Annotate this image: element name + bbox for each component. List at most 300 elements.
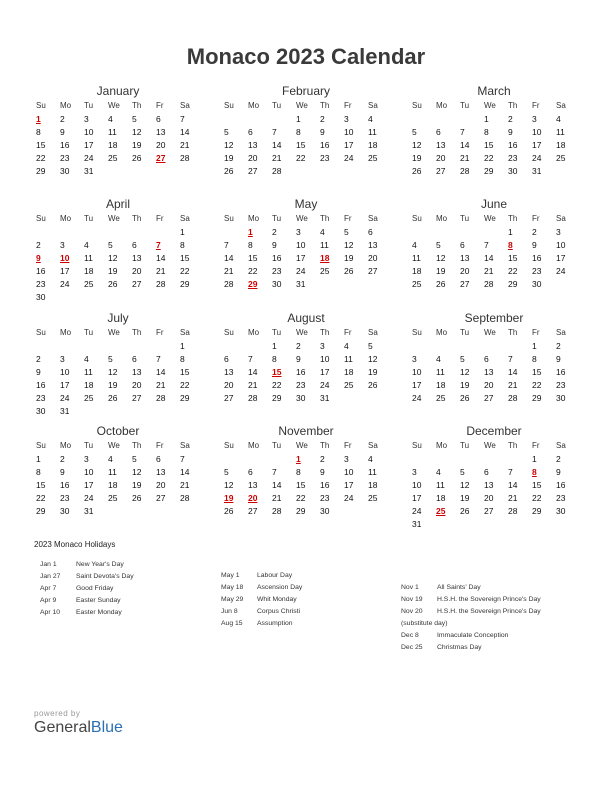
weekday-label: Fr — [156, 214, 164, 223]
day-cell: 16 — [60, 480, 70, 490]
day-cell: 21 — [272, 493, 282, 503]
day-cell: 1 — [532, 454, 537, 464]
day-cell: 20 — [248, 153, 258, 163]
day-cell: 27 — [436, 166, 446, 176]
day-cell: 7 — [484, 240, 489, 250]
day-cell: 3 — [320, 341, 325, 351]
holiday-column — [40, 559, 134, 619]
day-cell: 4 — [84, 240, 89, 250]
day-cell: 17 — [556, 253, 566, 263]
day-cell: 11 — [412, 253, 421, 263]
day-cell: 25 — [344, 380, 354, 390]
day-cell: 3 — [344, 114, 349, 124]
day-cell: 26 — [460, 506, 470, 516]
weekday-label: Sa — [180, 101, 190, 110]
weekday-label: Sa — [556, 214, 566, 223]
day-cell: 2 — [36, 240, 41, 250]
month-name: August — [287, 311, 325, 325]
day-cell: 25 — [556, 153, 566, 163]
day-cell: 31 — [84, 506, 94, 516]
day-cell: 16 — [508, 140, 518, 150]
day-cell: 1 — [532, 341, 537, 351]
day-cell: 5 — [412, 127, 417, 137]
weekday-label: We — [484, 328, 496, 337]
day-cell: 20 — [156, 140, 166, 150]
day-cell: 17 — [60, 380, 70, 390]
empty-cell — [222, 453, 246, 466]
day-cell: 22 — [180, 380, 190, 390]
day-cell: 25 — [368, 493, 378, 503]
weekday-label: Su — [224, 214, 234, 223]
day-cell: 5 — [368, 341, 373, 351]
day-cell: 18 — [412, 266, 422, 276]
day-cell: 20 — [224, 380, 234, 390]
day-cell: 11 — [108, 467, 117, 477]
day-cell: 19 — [368, 367, 378, 377]
day-cell: 25 — [84, 393, 94, 403]
holiday-name: Immaculate Conception — [437, 632, 509, 639]
day-cell: 2 — [60, 454, 65, 464]
day-cell: 19 — [460, 493, 470, 503]
day-cell: 13 — [248, 140, 258, 150]
weekday-label: Th — [132, 441, 142, 450]
day-cell: 21 — [460, 153, 470, 163]
weekday-label: Tu — [272, 328, 282, 337]
holiday-entry — [40, 559, 134, 571]
month-february — [222, 83, 390, 178]
weekday-label: Su — [36, 101, 46, 110]
day-cell: 22 — [36, 493, 46, 503]
day-cell: 30 — [532, 279, 542, 289]
day-cell: 27 — [132, 279, 142, 289]
day-cell: 16 — [36, 266, 46, 276]
day-cell: 28 — [508, 506, 518, 516]
holiday-day: 1 — [36, 114, 41, 124]
holiday-day: 25 — [436, 506, 446, 516]
day-cell: 11 — [368, 127, 377, 137]
day-cell: 4 — [556, 114, 561, 124]
day-cell: 16 — [320, 140, 330, 150]
empty-cell — [434, 340, 458, 353]
day-cell: 27 — [368, 266, 378, 276]
day-cell: 19 — [224, 153, 234, 163]
weekday-label: Mo — [436, 214, 448, 223]
empty-cell — [482, 226, 506, 239]
day-cell: 20 — [368, 253, 378, 263]
day-cell: 2 — [36, 354, 41, 364]
weekday-label: We — [108, 441, 120, 450]
holiday-day: 1 — [248, 227, 253, 237]
day-cell: 12 — [108, 367, 118, 377]
day-cell: 18 — [368, 140, 378, 150]
day-cell: 14 — [180, 467, 190, 477]
day-cell: 14 — [508, 367, 518, 377]
day-cell: 21 — [180, 480, 190, 490]
day-cell: 16 — [320, 480, 330, 490]
day-cell: 22 — [532, 493, 542, 503]
holiday-date: Jan 1 — [40, 561, 57, 568]
day-cell: 14 — [508, 480, 518, 490]
day-cell: 19 — [108, 380, 118, 390]
day-cell: 1 — [296, 114, 301, 124]
day-cell: 16 — [272, 253, 282, 263]
holiday-name: New Year's Day — [76, 561, 124, 568]
day-cell: 24 — [412, 506, 422, 516]
holiday-date: Apr 9 — [40, 597, 57, 604]
day-cell: 13 — [368, 240, 378, 250]
day-cell: 9 — [508, 127, 513, 137]
day-cell: 18 — [84, 266, 94, 276]
day-grid — [222, 99, 390, 178]
empty-cell — [506, 453, 530, 466]
day-cell: 21 — [156, 380, 166, 390]
day-cell: 14 — [224, 253, 234, 263]
holiday-name: H.S.H. the Sovereign Prince's Day — [437, 608, 541, 615]
day-cell: 23 — [320, 153, 330, 163]
day-cell: 6 — [132, 354, 137, 364]
day-cell: 28 — [272, 506, 282, 516]
weekday-label: Mo — [60, 441, 72, 450]
holiday-day: 15 — [272, 367, 282, 377]
day-cell: 10 — [84, 467, 94, 477]
day-cell: 12 — [412, 140, 422, 150]
day-cell: 29 — [484, 166, 494, 176]
empty-cell — [222, 340, 246, 353]
day-cell: 29 — [180, 393, 190, 403]
day-cell: 22 — [296, 493, 306, 503]
day-grid — [410, 99, 578, 178]
month-name: June — [480, 197, 508, 211]
holiday-day: 8 — [508, 240, 513, 250]
day-cell: 9 — [556, 354, 561, 364]
empty-cell — [34, 340, 58, 353]
empty-cell — [458, 453, 482, 466]
day-cell: 1 — [180, 341, 185, 351]
day-cell: 28 — [180, 153, 190, 163]
day-cell: 10 — [532, 127, 542, 137]
day-cell: 3 — [532, 114, 537, 124]
day-cell: 14 — [180, 127, 190, 137]
holiday-day: 18 — [320, 253, 330, 263]
day-cell: 12 — [132, 467, 142, 477]
day-cell: 11 — [368, 467, 377, 477]
powered-by-text: powered by — [34, 709, 81, 718]
empty-cell — [434, 453, 458, 466]
day-cell: 25 — [108, 493, 118, 503]
day-cell: 7 — [180, 114, 185, 124]
day-cell: 15 — [484, 140, 494, 150]
day-cell: 13 — [156, 127, 166, 137]
day-cell: 8 — [272, 354, 277, 364]
day-cell: 8 — [296, 127, 301, 137]
day-cell: 7 — [224, 240, 229, 250]
day-cell: 30 — [272, 279, 282, 289]
day-cell: 10 — [320, 354, 330, 364]
holiday-name: (substitute day) — [401, 620, 448, 627]
day-cell: 10 — [344, 127, 354, 137]
day-grid — [222, 212, 390, 291]
day-cell: 30 — [320, 506, 330, 516]
holiday-name: Labour Day — [257, 572, 293, 579]
weekday-label: Tu — [84, 328, 94, 337]
day-cell: 2 — [532, 227, 537, 237]
day-cell: 2 — [556, 341, 561, 351]
day-cell: 20 — [132, 266, 142, 276]
day-cell: 9 — [532, 240, 537, 250]
day-cell: 10 — [296, 240, 306, 250]
day-cell: 26 — [224, 506, 234, 516]
weekday-label: Mo — [248, 214, 260, 223]
month-july — [34, 310, 202, 418]
day-cell: 21 — [508, 493, 518, 503]
day-cell: 22 — [36, 153, 46, 163]
day-cell: 8 — [36, 127, 41, 137]
day-cell: 23 — [60, 493, 70, 503]
holiday-entry — [221, 606, 302, 618]
day-cell: 2 — [296, 341, 301, 351]
holiday-date: Nov 1 — [401, 584, 419, 591]
day-cell: 31 — [320, 393, 330, 403]
weekday-label: Th — [320, 328, 330, 337]
holiday-entry — [221, 594, 302, 606]
day-cell: 23 — [508, 153, 518, 163]
day-cell: 7 — [508, 467, 513, 477]
holiday-date: Jan 27 — [40, 573, 61, 580]
weekday-label: Fr — [532, 101, 540, 110]
month-may — [222, 196, 390, 291]
day-cell: 3 — [84, 454, 89, 464]
day-cell: 26 — [132, 493, 142, 503]
empty-cell — [82, 340, 106, 353]
holiday-entry — [40, 607, 134, 619]
day-cell: 26 — [108, 393, 118, 403]
day-cell: 10 — [556, 240, 566, 250]
day-cell: 24 — [556, 266, 566, 276]
day-cell: 6 — [132, 240, 137, 250]
holiday-date: Apr 7 — [40, 585, 57, 592]
day-cell: 15 — [180, 367, 190, 377]
weekday-label: Fr — [344, 101, 352, 110]
day-cell: 7 — [156, 354, 161, 364]
weekday-label: Th — [508, 441, 518, 450]
day-cell: 13 — [436, 140, 446, 150]
day-cell: 17 — [412, 493, 422, 503]
weekday-label: Th — [132, 328, 142, 337]
weekday-label: We — [108, 214, 120, 223]
day-cell: 26 — [412, 166, 422, 176]
day-cell: 5 — [108, 354, 113, 364]
holiday-name: Easter Sunday — [76, 597, 121, 604]
holiday-column — [401, 582, 541, 654]
holiday-day: 9 — [36, 253, 41, 263]
day-cell: 12 — [132, 127, 142, 137]
day-cell: 9 — [320, 467, 325, 477]
holiday-entry — [40, 571, 134, 583]
day-cell: 3 — [84, 114, 89, 124]
day-cell: 2 — [272, 227, 277, 237]
empty-cell — [106, 340, 130, 353]
day-cell: 19 — [344, 253, 354, 263]
day-cell: 15 — [508, 253, 518, 263]
day-cell: 7 — [508, 354, 513, 364]
day-cell: 4 — [108, 114, 113, 124]
day-grid — [34, 439, 202, 518]
holiday-name: Christmas Day — [437, 644, 482, 651]
holiday-day: 10 — [60, 253, 70, 263]
day-cell: 6 — [484, 354, 489, 364]
day-cell: 23 — [320, 493, 330, 503]
day-cell: 17 — [344, 140, 354, 150]
day-cell: 13 — [484, 480, 494, 490]
day-cell: 19 — [132, 140, 142, 150]
day-cell: 18 — [436, 493, 446, 503]
day-cell: 9 — [296, 354, 301, 364]
holiday-day: 29 — [248, 279, 258, 289]
day-cell: 30 — [556, 506, 566, 516]
empty-cell — [410, 226, 434, 239]
day-cell: 19 — [132, 480, 142, 490]
weekday-label: Tu — [84, 101, 94, 110]
day-cell: 6 — [436, 127, 441, 137]
month-name: October — [96, 424, 140, 438]
day-cell: 30 — [508, 166, 518, 176]
day-cell: 11 — [436, 480, 445, 490]
day-cell: 15 — [36, 140, 46, 150]
day-cell: 14 — [156, 253, 166, 263]
day-cell: 27 — [484, 393, 494, 403]
day-cell: 29 — [508, 279, 518, 289]
day-cell: 17 — [84, 140, 94, 150]
month-january — [34, 83, 202, 178]
empty-cell — [154, 340, 178, 353]
holiday-column — [221, 570, 302, 630]
day-cell: 10 — [344, 467, 354, 477]
day-cell: 30 — [60, 506, 70, 516]
day-cell: 10 — [84, 127, 94, 137]
holiday-name: Saint Devota's Day — [76, 573, 134, 580]
weekday-label: Tu — [460, 101, 470, 110]
day-cell: 14 — [272, 480, 282, 490]
day-cell: 4 — [368, 454, 373, 464]
day-cell: 26 — [344, 266, 354, 276]
month-name: February — [281, 84, 331, 98]
day-cell: 9 — [36, 367, 41, 377]
weekday-label: Sa — [180, 328, 190, 337]
day-cell: 8 — [484, 127, 489, 137]
day-cell: 4 — [344, 341, 349, 351]
day-cell: 6 — [248, 467, 253, 477]
weekday-label: Fr — [344, 441, 352, 450]
day-cell: 22 — [508, 266, 518, 276]
day-cell: 12 — [436, 253, 446, 263]
day-cell: 27 — [224, 393, 234, 403]
day-cell: 21 — [180, 140, 190, 150]
day-cell: 17 — [344, 480, 354, 490]
day-cell: 28 — [156, 393, 166, 403]
day-cell: 11 — [436, 367, 445, 377]
empty-cell — [34, 226, 58, 239]
month-march — [410, 83, 578, 178]
holiday-name: Ascension Day — [257, 584, 303, 591]
weekday-label: Sa — [180, 441, 190, 450]
day-cell: 5 — [224, 127, 229, 137]
holiday-date: Apr 10 — [40, 609, 61, 616]
holiday-date: Nov 20 — [401, 608, 423, 615]
day-grid — [410, 212, 578, 291]
day-cell: 29 — [36, 166, 46, 176]
weekday-label: Su — [412, 441, 422, 450]
day-cell: 31 — [84, 166, 94, 176]
day-cell: 1 — [180, 227, 185, 237]
day-cell: 5 — [460, 467, 465, 477]
day-cell: 21 — [224, 266, 234, 276]
holiday-entry — [401, 630, 541, 642]
day-cell: 16 — [60, 140, 70, 150]
day-cell: 15 — [180, 253, 190, 263]
day-cell: 15 — [532, 480, 542, 490]
weekday-label: We — [296, 328, 308, 337]
day-cell: 2 — [508, 114, 513, 124]
day-cell: 5 — [132, 114, 137, 124]
month-name: April — [105, 197, 130, 211]
weekday-label: Su — [224, 441, 234, 450]
day-cell: 25 — [436, 393, 446, 403]
day-cell: 20 — [460, 266, 470, 276]
weekday-label: Th — [508, 328, 518, 337]
weekday-label: Mo — [436, 328, 448, 337]
day-cell: 27 — [156, 493, 166, 503]
day-cell: 5 — [224, 467, 229, 477]
day-cell: 26 — [224, 166, 234, 176]
day-cell: 5 — [460, 354, 465, 364]
day-cell: 9 — [272, 240, 277, 250]
day-cell: 20 — [484, 493, 494, 503]
weekday-label: We — [296, 441, 308, 450]
day-cell: 27 — [460, 279, 470, 289]
month-name: September — [464, 311, 524, 325]
day-grid — [34, 212, 202, 304]
day-cell: 11 — [320, 240, 329, 250]
holiday-entry — [221, 618, 302, 630]
holidays-title: 2023 Monaco Holidays — [34, 540, 116, 549]
weekday-label: Su — [36, 328, 46, 337]
day-cell: 4 — [436, 354, 441, 364]
day-cell: 6 — [156, 114, 161, 124]
empty-cell — [458, 340, 482, 353]
day-cell: 19 — [436, 266, 446, 276]
empty-cell — [58, 340, 82, 353]
day-cell: 6 — [484, 467, 489, 477]
day-cell: 23 — [36, 393, 46, 403]
day-cell: 8 — [532, 354, 537, 364]
empty-cell — [130, 226, 154, 239]
month-name: May — [294, 197, 318, 211]
day-cell: 11 — [556, 127, 565, 137]
empty-cell — [410, 113, 434, 126]
weekday-label: Mo — [248, 441, 260, 450]
day-cell: 22 — [272, 380, 282, 390]
holiday-date: Dec 25 — [401, 644, 423, 651]
day-cell: 15 — [296, 140, 306, 150]
day-cell: 12 — [224, 480, 234, 490]
empty-cell — [58, 226, 82, 239]
day-cell: 30 — [60, 166, 70, 176]
weekday-label: Fr — [532, 328, 540, 337]
day-cell: 31 — [60, 406, 70, 416]
logo-blue: Blue — [90, 719, 123, 736]
day-cell: 10 — [60, 367, 70, 377]
day-cell: 27 — [248, 166, 258, 176]
